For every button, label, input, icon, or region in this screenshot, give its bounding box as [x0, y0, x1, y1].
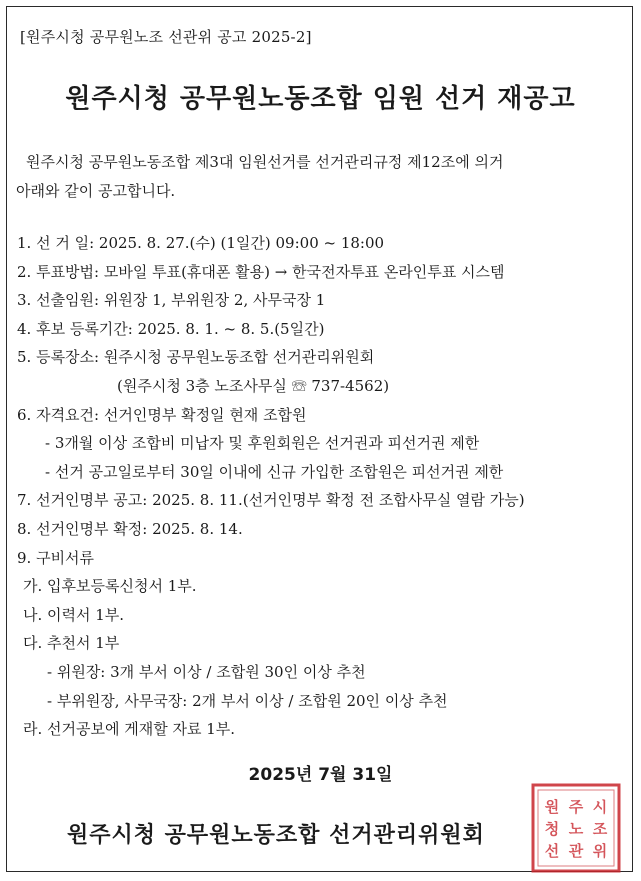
svg-text:청: 청 — [544, 820, 560, 838]
item-voting-method: 2. 투표방법: 모바일 투표(휴대폰 활용) → 한국전자투표 온라인투표 시스템 — [17, 262, 505, 281]
svg-text:원: 원 — [544, 798, 560, 816]
item-voter-list-confirm: 8. 선거인명부 확정: 2025. 8. 14. — [17, 519, 243, 538]
notice-title: 원주시청 공무원노동조합 임원 선거 재공고 — [65, 84, 576, 114]
notice-number: [원주시청 공무원노조 선관위 공고 2025-2] — [20, 28, 312, 46]
item-positions: 3. 선출임원: 위원장 1, 부위원장 2, 사무국장 1 — [17, 291, 326, 310]
intro-paragraph — [16, 148, 622, 206]
item-document-application: 가. 입후보등록신청서 1부. — [23, 577, 197, 596]
issuer-name: 원주시청 공무원노동조합 선거관리위원회 — [67, 823, 485, 848]
svg-text:노: 노 — [568, 820, 584, 838]
item-election-date: 1. 선 거 일: 2025. 8. 27.(수) (1일간) 09:00 ~ 18:00 — [17, 234, 385, 252]
notice-items — [17, 229, 627, 744]
svg-text:관: 관 — [568, 842, 584, 860]
svg-text:위: 위 — [592, 842, 608, 860]
svg-text:주: 주 — [568, 798, 584, 816]
svg-text:시: 시 — [592, 798, 608, 816]
item-document-bulletin: 라. 선거공보에 게재할 자료 1부. — [23, 720, 236, 739]
intro-line-1: 원주시청 공무원노동조합 제3대 임원선거를 선거관리규정 제12조에 의거 — [26, 153, 504, 171]
item-recommendation-vice: - 부위원장, 사무국장: 2개 부서 이상 / 조합원 20인 이상 추천 — [47, 691, 448, 710]
item-document-resume: 나. 이력서 1부. — [23, 605, 125, 624]
svg-text:선: 선 — [544, 842, 560, 860]
item-registration-place: 5. 등록장소: 원주시청 공무원노동조합 선거관리위원회 — [17, 348, 375, 367]
item-registration-place-detail: (원주시청 3층 노조사무실 ☏ 737-4562) — [117, 376, 390, 395]
item-document-recommendation: 다. 추천서 1부 — [23, 634, 120, 653]
item-voter-list-notice: 7. 선거인명부 공고: 2025. 8. 11.(선거인명부 확정 전 조합사무실 열람 가능) — [17, 491, 525, 510]
intro-line-2: 아래와 같이 공고합니다. — [16, 182, 176, 200]
item-eligibility-rule-2: - 선거 공고일로부터 30일 이내에 신규 가입한 조합원은 피선거권 제한 — [45, 462, 504, 481]
item-eligibility-rule-1: - 3개월 이상 조합비 미납자 및 후원회원은 선거권과 피선거권 제한 — [45, 434, 480, 453]
item-documents: 9. 구비서류 — [17, 548, 95, 567]
svg-text:조: 조 — [592, 820, 608, 838]
official-seal-stamp — [530, 782, 622, 874]
notice-date: 2025년 7월 31일 — [248, 765, 393, 785]
item-recommendation-chair: - 위원장: 3개 부서 이상 / 조합원 30인 이상 추천 — [47, 662, 366, 681]
item-registration-period: 4. 후보 등록기간: 2025. 8. 1. ~ 8. 5.(5일간) — [17, 319, 325, 338]
item-eligibility: 6. 자격요건: 선거인명부 확정일 현재 조합원 — [17, 405, 307, 424]
